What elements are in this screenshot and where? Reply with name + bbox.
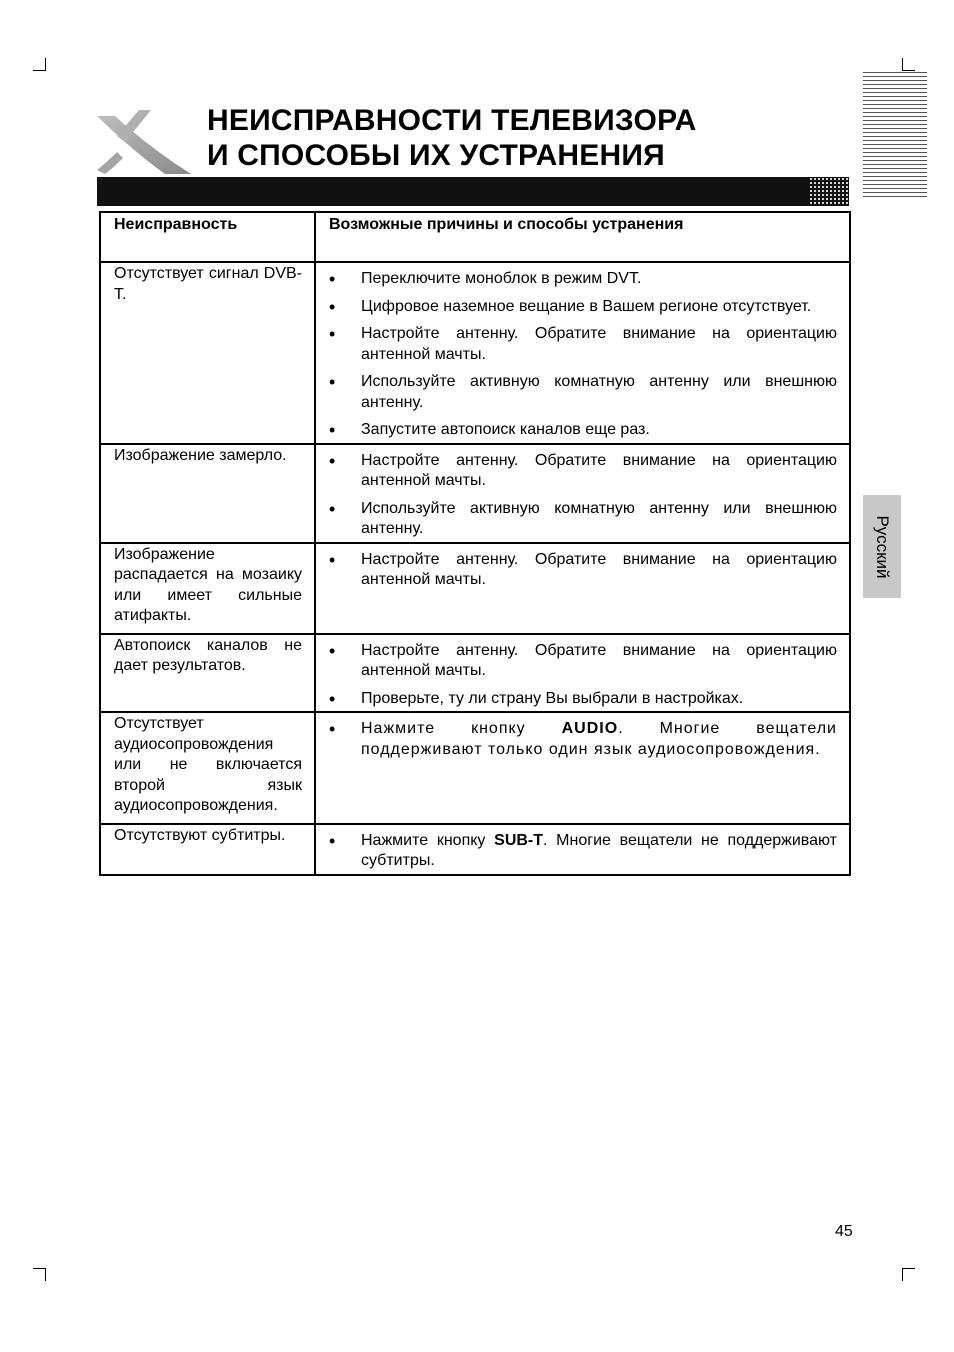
table-row bbox=[100, 262, 850, 444]
solution-item: • Настройте антенну. Обратите внимание на ориентацию антенной мачты. bbox=[316, 550, 837, 591]
problem-cell: Изображение замерло. bbox=[100, 444, 315, 543]
language-tab-label: Русский bbox=[873, 514, 892, 579]
solution-cell bbox=[315, 712, 850, 824]
crop-mark-bottom-right bbox=[902, 1268, 915, 1281]
solution-item: • Настройте антенну. Обратите внимание на ориентацию антенной мачты. bbox=[316, 451, 837, 492]
page-title bbox=[207, 103, 697, 173]
solution-item: • Переключите моноблок в режим DVT. bbox=[316, 269, 837, 290]
solution-text-pre: Нажмите кнопку bbox=[361, 831, 495, 849]
key-name: SUB-T bbox=[494, 831, 544, 849]
header-bar-dots bbox=[809, 177, 849, 206]
x-brand-logo bbox=[95, 108, 195, 178]
solution-cell bbox=[315, 543, 850, 634]
problem-cell: Автопоиск каналов не дает результатов. bbox=[100, 634, 315, 713]
solution-cell bbox=[315, 444, 850, 543]
table-row bbox=[100, 543, 850, 634]
solution-text-pre: Нажмите кнопку bbox=[361, 720, 562, 737]
solution-text-post: . Многие вещатели поддерживают только один язык аудиосопровождения. bbox=[361, 720, 837, 758]
header-solutions: Возможные причины и способы устранения bbox=[315, 212, 850, 262]
crop-mark-top-right bbox=[902, 58, 915, 71]
table-header-row bbox=[100, 212, 850, 262]
problem-cell: Изображение распадается на мозаику или имеет сильные атифакты. bbox=[100, 543, 315, 634]
page-number: 45 bbox=[835, 1223, 853, 1240]
solution-item bbox=[316, 719, 837, 760]
solution-item: • Настройте антенну. Обратите внимание на ориентацию антенной мачты. bbox=[316, 324, 837, 365]
page-title-line-2: И СПОСОБЫ ИХ УСТРАНЕНИЯ bbox=[207, 139, 665, 172]
header-bar bbox=[97, 177, 849, 206]
crop-mark-bottom-left bbox=[33, 1268, 46, 1281]
page-title-line-1: НЕИСПРАВНОСТИ ТЕЛЕВИЗОРА bbox=[207, 104, 697, 137]
problem-cell: Отсутствует сигнал DVB-T. bbox=[100, 262, 315, 444]
key-name: AUDIO bbox=[561, 720, 619, 737]
solution-item: • Используйте активную комнатную антенну или внешнюю антенну. bbox=[316, 499, 837, 540]
solution-cell bbox=[315, 262, 850, 444]
solution-item: • Запустите автопоиск каналов еще раз. bbox=[316, 420, 837, 441]
troubleshooting-table bbox=[99, 211, 851, 876]
table-row bbox=[100, 824, 850, 875]
table-row bbox=[100, 444, 850, 543]
solution-item: • Цифровое наземное вещание в Вашем регионе отсутствует. bbox=[316, 297, 837, 318]
problem-cell: Отсутствуют субтитры. bbox=[100, 824, 315, 875]
solution-text-post: . Многие вещатели не поддерживают субтитры. bbox=[361, 831, 838, 869]
solution-cell bbox=[315, 824, 850, 875]
decorative-hatch bbox=[863, 72, 927, 197]
table-row bbox=[100, 712, 850, 824]
solution-item: • Используйте активную комнатную антенну или внешнюю антенну. bbox=[316, 372, 837, 413]
language-tab bbox=[863, 495, 901, 598]
solution-cell bbox=[315, 634, 850, 713]
solution-item: • Проверьте, ту ли страну Вы выбрали в настройках. bbox=[316, 689, 837, 710]
header-problem: Неисправность bbox=[100, 212, 315, 262]
problem-cell: Отсутствует аудиосопровождения или не включается второй язык аудиосопровождения. bbox=[100, 712, 315, 824]
crop-mark-top-left bbox=[33, 58, 46, 71]
solution-item: • Настройте антенну. Обратите внимание на ориентацию антенной мачты. bbox=[316, 641, 837, 682]
table-row bbox=[100, 634, 850, 713]
solution-item bbox=[316, 831, 837, 872]
